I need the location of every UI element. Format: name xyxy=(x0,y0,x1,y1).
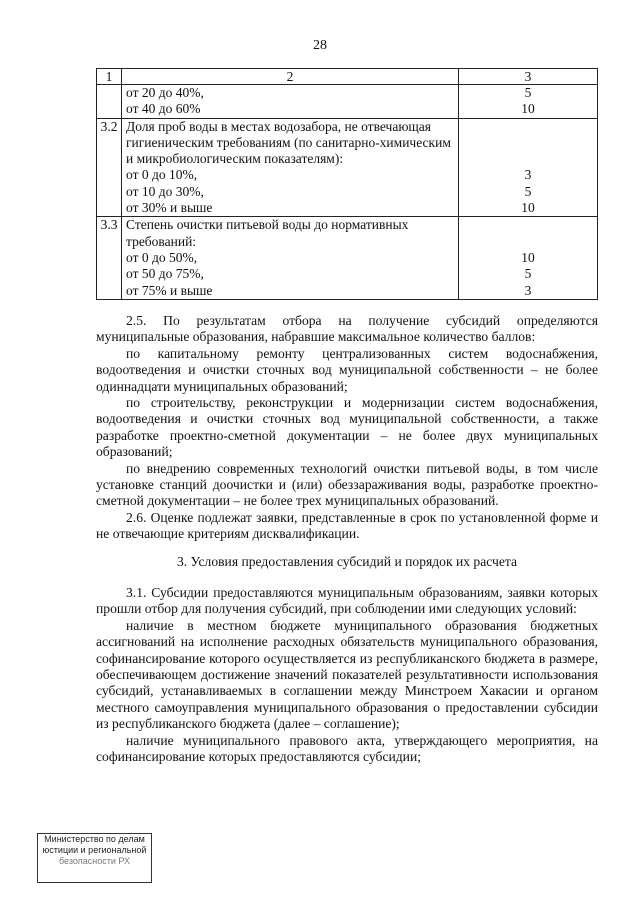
range-label: от 40 до 60% xyxy=(126,101,201,117)
table-row xyxy=(97,85,598,119)
criterion-number: 3.3 xyxy=(97,217,122,299)
description-line: и микробиологическим показателям): xyxy=(126,151,344,167)
header-col-1: 1 xyxy=(97,69,122,85)
points-value: 10 xyxy=(521,200,535,216)
header-col-3: 3 xyxy=(459,69,598,85)
table-row xyxy=(97,217,598,299)
table-row xyxy=(97,118,598,217)
paragraph-2-5-a: по капитальному ремонту централизованных систем водоснабжения, водоотведения и очистки сточных вод муниципальной собственности – не более одиннадцати муниципальных образований; xyxy=(96,345,598,394)
description-line: требований: xyxy=(126,233,197,249)
criterion-description xyxy=(122,85,459,119)
points-value: 10 xyxy=(521,249,535,265)
range-label: от 30% и выше xyxy=(126,200,213,216)
paragraph-3-1: 3.1. Субсидии предоставляются муниципальным образованиям, заявки которых прошли отбор для получения субсидий, при соблюдении ими следующих условий: xyxy=(96,585,598,617)
section-3-heading-block xyxy=(96,554,598,570)
criterion-points xyxy=(459,85,598,119)
range-label: от 20 до 40%, xyxy=(126,85,204,100)
criterion-description xyxy=(122,118,459,217)
range-label: от 50 до 75%, xyxy=(126,266,204,282)
points-value: 10 xyxy=(521,101,535,117)
paragraph-2-6: 2.6. Оценке подлежат заявки, представленные в срок по установленной форме и не отвечающие критериям дисквалификации. xyxy=(96,509,598,542)
range-label: от 0 до 50%, xyxy=(126,249,198,265)
points-value: 3 xyxy=(524,282,532,298)
paragraph-3-1-b: наличие муниципального правового акта, утверждающего мероприятия, на софинансирование которых предоставляются субсидии; xyxy=(96,732,598,765)
registration-stamp xyxy=(37,833,152,883)
stamp-line: юстиции и региональной xyxy=(42,845,147,855)
points-value: 5 xyxy=(524,85,532,100)
page-number: 28 xyxy=(313,38,327,53)
criterion-description xyxy=(122,217,459,299)
range-label: от 10 до 30%, xyxy=(126,183,204,199)
criterion-number xyxy=(97,85,122,119)
description-line: гигиеническим требованиям (по санитарно-химическим xyxy=(126,134,451,150)
description-line: Степень очистки питьевой воды до нормативных xyxy=(126,217,409,233)
section-2-text xyxy=(96,313,598,543)
criterion-points xyxy=(459,217,598,299)
criterion-number: 3.2 xyxy=(97,118,122,217)
header-col-2: 2 xyxy=(122,69,459,85)
paragraph-3-1-a: наличие в местном бюджете муниципального образования бюджетных ассигнований на исполнение расходных обязательств муниципального образования, софинансирование которого осуществляется из республиканского бюджета в размере, обеспечивающем достижение значений показателей результативности использования субсидий, устанавливаемых в соглашении между Минстроем Хакасии и органом местного самоуправления муниципального образования о предоставлении субсидии из республиканского бюджета (далее – соглашение); xyxy=(96,617,598,732)
paragraph-2-5-c: по внедрению современных технологий очистки питьевой воды, в том числе установке станций доочистки и (или) обеззараживания воды, разработке проектно-сметной документации – не более трех муниципальных образований. xyxy=(96,460,598,509)
points-value: 5 xyxy=(524,266,532,282)
stamp-line: Министерство по делам xyxy=(44,834,145,844)
description-line: Доля проб воды в местах водозабора, не отвечающая xyxy=(126,118,431,134)
points-value: 3 xyxy=(524,167,532,183)
criteria-table xyxy=(96,68,598,300)
points-value: 5 xyxy=(524,183,532,199)
table-header-row xyxy=(97,69,598,85)
criterion-points xyxy=(459,118,598,217)
paragraph-2-5-b: по строительству, реконструкции и модернизации систем водоснабжения, водоотведения и очистки сточных вод муниципальной собственности, а также разработке проектно-сметной документации – не более двух муниципальных образований; xyxy=(96,395,598,460)
range-label: от 75% и выше xyxy=(126,282,213,298)
range-label: от 0 до 10%, xyxy=(126,167,198,183)
section-3-title: 3. Условия предоставления субсидий и порядок их расчета xyxy=(176,554,518,569)
section-3-text xyxy=(96,585,598,765)
paragraph-2-5: 2.5. По результатам отбора на получение субсидий определяются муниципальные образования, набравшие максимальное количество баллов: xyxy=(96,313,598,345)
stamp-line: безопасности РХ xyxy=(59,856,130,866)
